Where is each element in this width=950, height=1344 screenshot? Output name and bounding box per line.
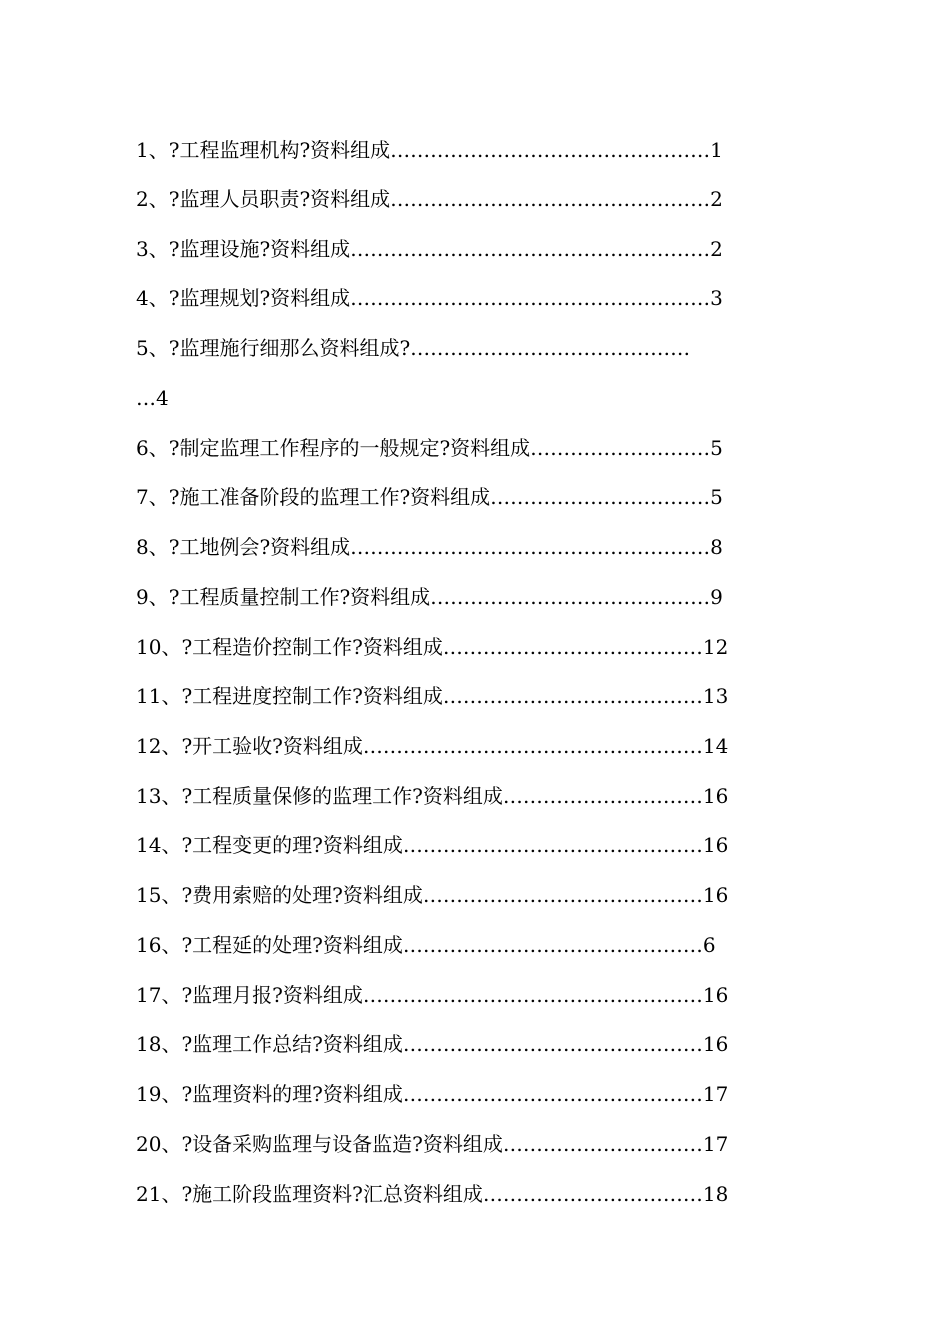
- toc-entry-6: 6、?制定监理工作程序的一般规定?资料组成………………………5: [136, 436, 723, 460]
- toc-entry-21: 21、?施工阶段监理资料?汇总资料组成……………………………18: [136, 1182, 729, 1206]
- toc-entry-7: 7、?施工准备阶段的监理工作?资料组成……………………………5: [136, 485, 723, 509]
- toc-entry-18: 18、?监理工作总结?资料组成………………………………………16: [136, 1032, 729, 1056]
- toc-entry-16: 16、?工程延的处理?资料组成………………………………………6: [136, 933, 716, 957]
- toc-entry-17: 17、?监理月报?资料组成……………………………………………16: [136, 983, 729, 1007]
- toc-entry-20: 20、?设备采购监理与设备监造?资料组成…………………………17: [136, 1132, 729, 1156]
- toc-entry-15: 15、?费用索赔的处理?资料组成……………………………………16: [136, 883, 729, 907]
- toc-entry-1: 1、?工程监理机构?资料组成…………………………………………1: [136, 138, 723, 162]
- toc-entry-8: 8、?工地例会?资料组成………………………………………………8: [136, 535, 723, 559]
- toc-entry-4: 4、?监理规划?资料组成………………………………………………3: [136, 286, 723, 310]
- toc-entry-2: 2、?监理人员职责?资料组成…………………………………………2: [136, 187, 723, 211]
- toc-entry-3: 3、?监理设施?资料组成………………………………………………2: [136, 237, 723, 261]
- toc-entry-14: 14、?工程变更的理?资料组成………………………………………16: [136, 833, 729, 857]
- toc-entry-12: 12、?开工验收?资料组成……………………………………………14: [136, 734, 729, 758]
- toc-entry-19: 19、?监理资料的理?资料组成………………………………………17: [136, 1082, 729, 1106]
- toc-entry-10: 10、?工程造价控制工作?资料组成…………………………………12: [136, 635, 729, 659]
- toc-entry-11: 11、?工程进度控制工作?资料组成…………………………………13: [136, 684, 729, 708]
- toc-entry-5-continuation: …4: [136, 386, 169, 410]
- toc-entry-9: 9、?工程质量控制工作?资料组成……………………………………9: [136, 585, 723, 609]
- toc-entry-5: 5、?监理施行细那么资料组成?……………………………………: [136, 336, 691, 360]
- toc-entry-13: 13、?工程质量保修的监理工作?资料组成…………………………16: [136, 784, 729, 808]
